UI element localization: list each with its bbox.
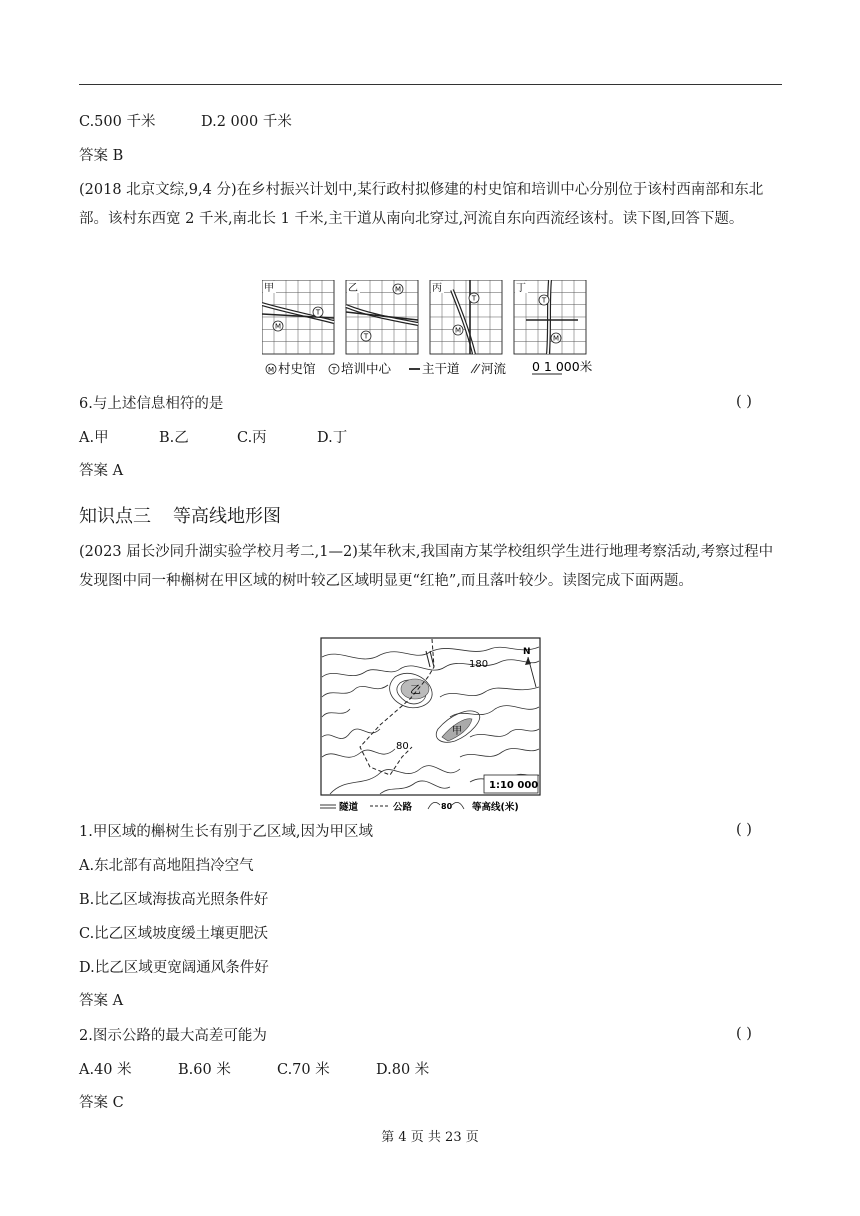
museum-marker-letter: M — [394, 285, 402, 294]
legend-training-label: 培训中心 — [341, 361, 392, 376]
q6-answer: 答案 A — [79, 463, 124, 479]
section-label: 知识点三 — [79, 506, 151, 527]
q1-option-b: B.比乙区域海拔高光照条件好 — [79, 892, 269, 908]
q2-option-b: B.60 米 — [178, 1062, 231, 1078]
museum-marker-letter: M — [552, 334, 560, 343]
legend-river-label: 河流 — [481, 361, 507, 376]
q6-stem: 6.与上述信息相符的是 — [79, 396, 224, 412]
q6-option-c: C.丙 — [237, 430, 267, 446]
legend-tunnel-label: 隧道 — [339, 802, 359, 813]
q1-stem: 1.甲区域的槲树生长有别于乙区域,因为甲区域 — [79, 824, 373, 840]
contour-map-figure — [320, 637, 542, 813]
panel-label: 丙 — [432, 283, 442, 294]
q1-option-c: C.比乙区域坡度缓土壤更肥沃 — [79, 926, 269, 942]
legend-road-label: 主干道 — [422, 361, 460, 376]
section-heading — [79, 502, 303, 528]
q6-options — [79, 428, 347, 448]
grid-panel-3 — [430, 280, 502, 354]
q5-options — [79, 112, 292, 132]
legend-contour-label: 等高线(米) — [472, 802, 519, 813]
q2-option-c: C.70 米 — [277, 1062, 330, 1078]
q2-option-a: A.40 米 — [79, 1062, 132, 1078]
contour-label-180: 180 — [469, 659, 489, 670]
map-frame — [321, 638, 540, 795]
q2-stem: 2.图示公路的最大高差可能为 — [79, 1028, 267, 1044]
figure1-legend — [266, 359, 593, 376]
intro-paragraph-2: (2023 届长沙同升湖实验学校月考二,1—2)某年秋末,我国南方某学校组织学生进行地理考察活动,考察过程中发现图中同一种槲树在甲区域的树叶较乙区域明显更“红艳”,而且落叶较少。读图完成下面两题。 — [79, 544, 774, 589]
legend-scale-label: 0 1 000米 — [532, 359, 593, 374]
legend-road2-label: 公路 — [393, 802, 413, 813]
legend-museum-label: 村史馆 — [278, 361, 316, 376]
q2-option-d: D.80 米 — [376, 1062, 430, 1078]
museum-marker-letter: M — [274, 322, 282, 331]
panel-label: 丁 — [516, 283, 526, 294]
museum-legend-letter: M — [267, 366, 275, 374]
q6-option-a: A.甲 — [79, 430, 109, 446]
q2-options — [79, 1060, 429, 1080]
q1-answer: 答案 A — [79, 993, 124, 1009]
q5-answer: 答案 B — [79, 148, 124, 164]
north-label: N — [523, 647, 531, 657]
q6-option-b: B.乙 — [159, 430, 189, 446]
training-marker-letter: T — [315, 308, 321, 317]
intro-paragraph-1: (2018 北京文综,9,4 分)在乡村振兴计划中,某行政村拟修建的村史馆和培训中心分别位于该村西南部和东北部。该村东西宽 2 千米,南北长 1 千米,主干道从南向北穿过,河流自东向西流经该村。读下图,回答下题。 — [79, 182, 764, 227]
training-marker-letter: T — [471, 294, 477, 303]
grid-panel-4 — [514, 280, 586, 354]
q6-option-d: D.丁 — [317, 430, 348, 446]
grid-panel-1 — [262, 280, 334, 354]
q1-option-a: A.东北部有高地阻挡冷空气 — [79, 858, 254, 874]
panel-label: 乙 — [348, 283, 358, 294]
panel-label: 甲 — [264, 283, 274, 294]
section-title: 等高线地形图 — [173, 506, 281, 527]
q1-answer-paren: ( ) — [736, 822, 752, 838]
contour-label-80: 80 — [396, 741, 409, 752]
grid-panel-2 — [346, 280, 418, 354]
label-yi: 乙 — [410, 683, 421, 696]
training-legend-letter: T — [331, 366, 337, 374]
header-rule — [79, 84, 782, 85]
legend-contour-sample: 80 — [441, 802, 453, 811]
museum-marker-letter: M — [454, 326, 462, 335]
label-jia: 甲 — [452, 726, 462, 737]
training-marker-letter: T — [541, 296, 547, 305]
river-legend-icon — [471, 364, 477, 373]
village-grid-figure — [262, 280, 602, 380]
q5-option-d: D.2 000 千米 — [201, 114, 292, 130]
training-marker-letter: T — [363, 332, 369, 341]
q2-answer: 答案 C — [79, 1095, 124, 1111]
q2-answer-paren: ( ) — [736, 1026, 752, 1042]
q6-answer-paren: ( ) — [736, 394, 752, 410]
q5-option-c: C.500 千米 — [79, 114, 156, 130]
scale-label: 1:10 000 — [489, 780, 539, 791]
page-footer: 第 4 页 共 23 页 — [381, 1130, 479, 1145]
q1-option-d: D.比乙区域更宽阔通风条件好 — [79, 960, 269, 976]
figure2-legend — [320, 801, 519, 813]
